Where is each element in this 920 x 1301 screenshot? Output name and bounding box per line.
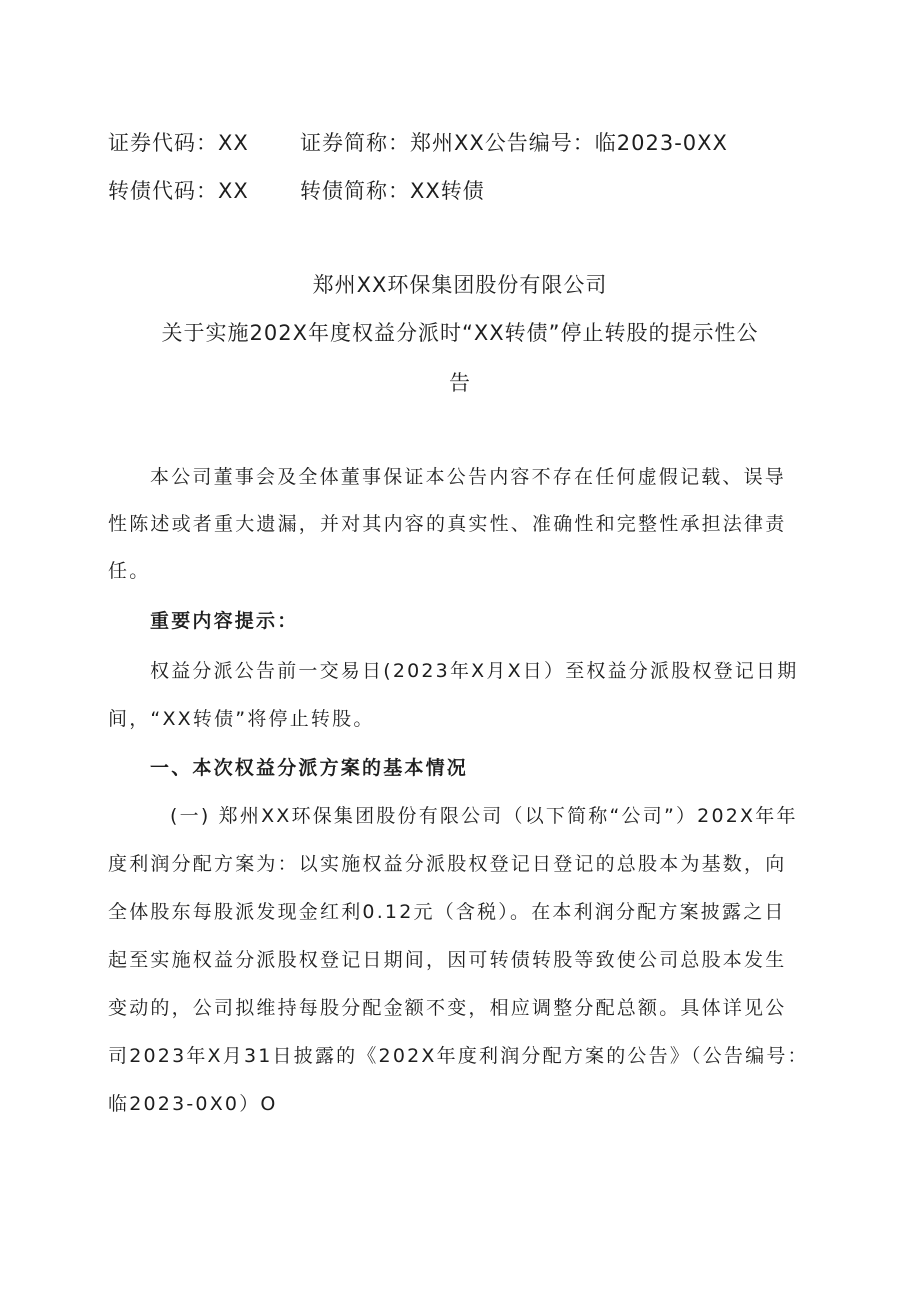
section-1-line: 起至实施权益分派股权登记日期间，因可转债转股等致使公司总股本发生 xyxy=(108,949,787,971)
statement-line-1: 本公司董事会及全体董事保证本公告内容不存在任何虚假记载、误导 xyxy=(150,466,787,488)
section-1-line: 变动的，公司拟维持每股分配金额不变，相应调整分配总额。具体详见公 xyxy=(108,997,787,1019)
statement-line-2: 性陈述或者重大遗漏，并对其内容的真实性、准确性和完整性承担法律责 xyxy=(108,513,787,535)
section-1-line: 全体股东每股派发现金红利0.12元（含税）。在本利润分配方案披露之日 xyxy=(108,901,786,923)
title-line-3: 告 xyxy=(449,371,471,395)
stock-abbr-and-notice-number: 证券简称：郑州XX公告编号：临2023-0XX xyxy=(300,131,728,155)
header-line-2 xyxy=(108,176,485,206)
section-1-line: 司2023年X月31日披露的《202X年度利润分配方案的公告》（公告编号： xyxy=(108,1045,809,1067)
bond-abbr: 转债简称：XX转债 xyxy=(300,179,485,203)
section-1-line: 度利润分配方案为：以实施权益分派股权登记日登记的总股本为基数，向 xyxy=(108,853,787,875)
title-line-2: 关于实施202X年度权益分派时“XX转债”停止转股的提示性公 xyxy=(161,321,759,345)
statement-line-3: 任。 xyxy=(108,560,151,582)
section-1-line: (一) 郑州XX环保集团股份有限公司（以下简称“公司”）202X年年 xyxy=(170,805,798,827)
stock-code: 证券代码：XX xyxy=(108,131,249,155)
title-company: 郑州XX环保集团股份有限公司 xyxy=(312,273,608,297)
tips-line-2: 间，“XX转债”将停止转股。 xyxy=(108,708,375,730)
bond-code: 转债代码：XX xyxy=(108,179,249,203)
tips-heading: 重要内容提示： xyxy=(150,610,299,632)
section-1-heading: 一、本次权益分派方案的基本情况 xyxy=(150,757,469,779)
header-line-1 xyxy=(108,128,728,158)
tips-line-1: 权益分派公告前一交易日(2023年X月X日）至权益分派股权登记日期 xyxy=(150,660,799,682)
section-1-line: 临2023-0X0）O xyxy=(108,1093,278,1115)
